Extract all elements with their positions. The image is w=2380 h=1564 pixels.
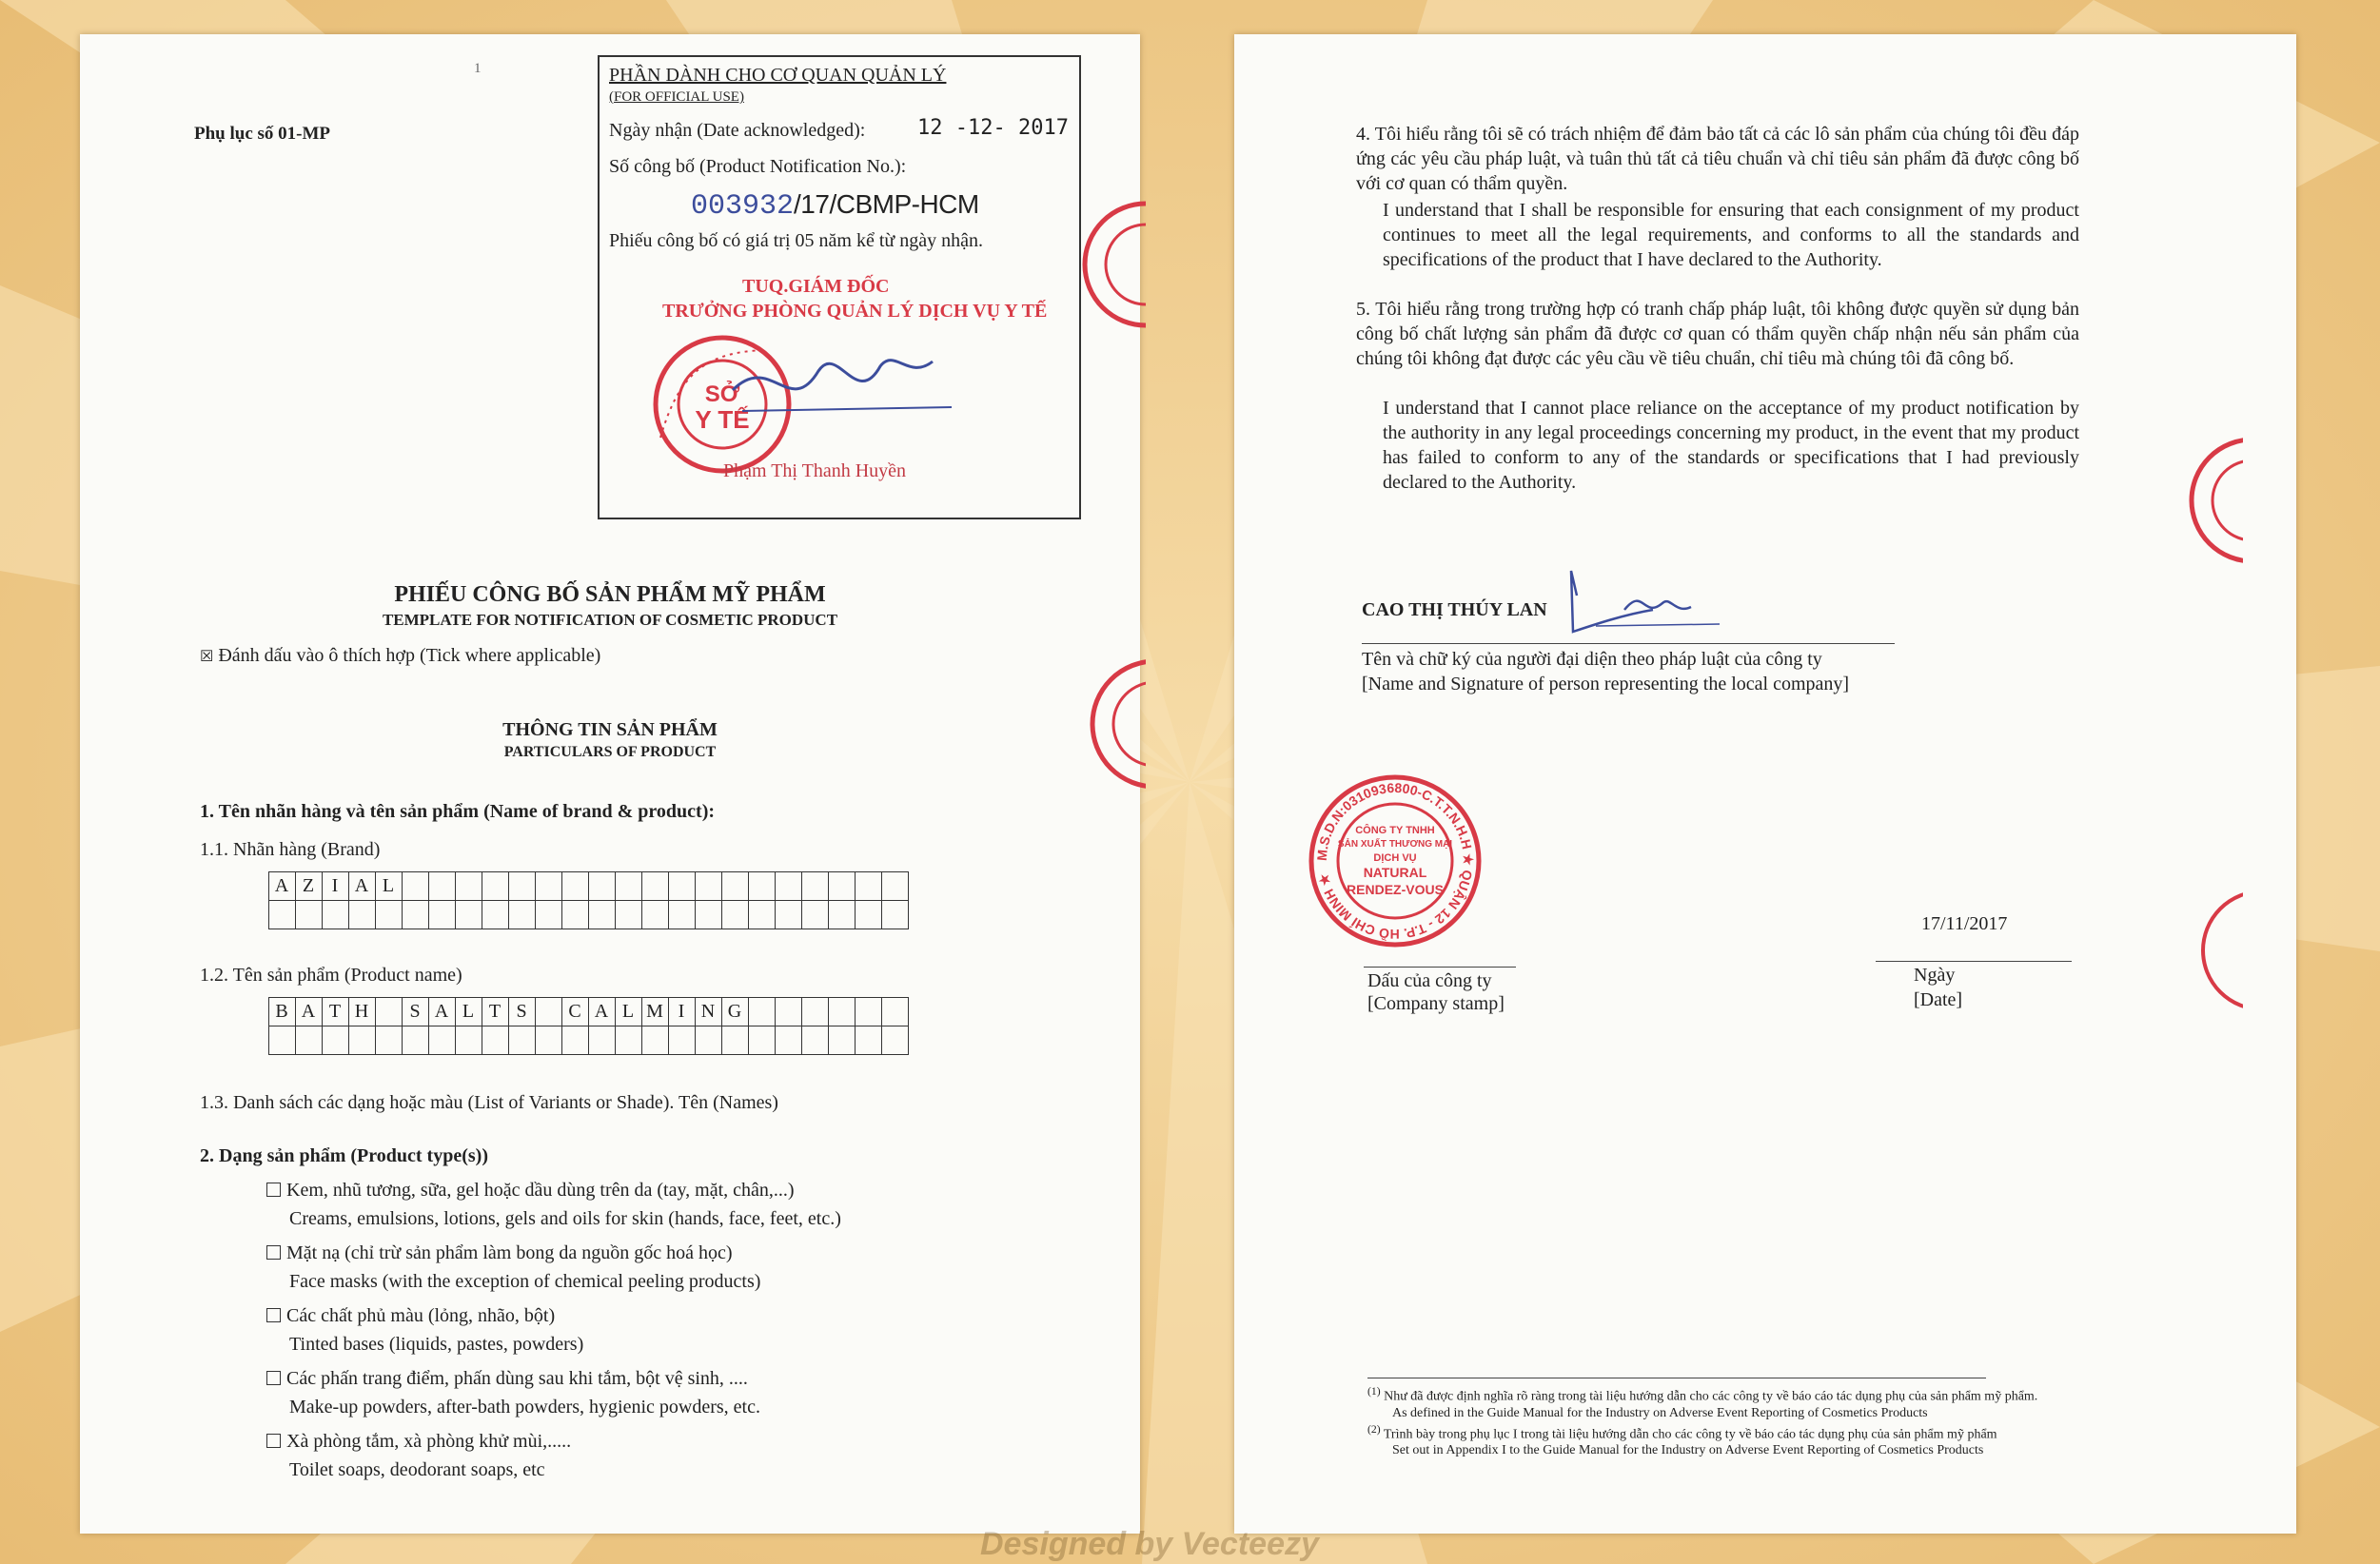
- section-title-en: PARTICULARS OF PRODUCT: [503, 744, 717, 760]
- letter-cell: [376, 901, 403, 929]
- checkbox-icon: [266, 1434, 281, 1448]
- letter-cell: L: [456, 998, 482, 1026]
- footnote-vi: Như đã được định nghĩa rõ ràng trong tài liệu hướng dẫn cho các công ty về báo cáo tác dụng phụ của sản phẩm mỹ phẩm.: [1384, 1389, 2038, 1404]
- letter-cell: [323, 1026, 349, 1055]
- letter-cell: [509, 872, 536, 901]
- official-signature-mark: [714, 333, 961, 428]
- letter-cell: T: [482, 998, 509, 1026]
- partial-seal-edge-top: [1079, 188, 1146, 341]
- footnote-en: Set out in Appendix I to the Guide Manual for the Industry on Adverse Event Reporting of Cosmetics Products: [1392, 1443, 1984, 1458]
- letter-cell: [722, 1026, 749, 1055]
- letter-cell: [776, 872, 802, 901]
- letter-cell: [482, 901, 509, 929]
- letter-cell: [509, 1026, 536, 1055]
- letter-cell: N: [696, 998, 722, 1026]
- signing-date-value: 17/11/2017: [1921, 913, 2008, 934]
- letter-cell: [642, 1026, 669, 1055]
- appendix-label: Phụ lục số 01-MP: [194, 124, 331, 144]
- page-number: 1: [474, 61, 482, 76]
- footnote-mark: (2): [1367, 1422, 1381, 1436]
- notification-number: [691, 188, 979, 223]
- product-type-option: [266, 1180, 841, 1237]
- footnote: [1367, 1421, 2037, 1443]
- date-label-en: [Date]: [1914, 989, 1963, 1010]
- product-type-en: Creams, emulsions, lotions, gels and oils for skin (hands, face, feet, etc.): [289, 1208, 841, 1229]
- letter-cell: S: [403, 998, 429, 1026]
- item-1-3-variants-label: 1.3. Danh sách các dạng hoặc màu (List of Variants or Shade). Tên (Names): [200, 1092, 778, 1113]
- product-type-option: [266, 1368, 841, 1425]
- brand-letter-grid: [268, 871, 909, 929]
- product-type-option: [266, 1431, 841, 1488]
- letter-cell: [562, 872, 589, 901]
- letter-cell: [589, 872, 616, 901]
- letter-cell: [536, 872, 562, 901]
- letter-cell: [829, 998, 856, 1026]
- letter-cell: [749, 1026, 776, 1055]
- letter-cell: [589, 1026, 616, 1055]
- letter-cell: [429, 901, 456, 929]
- letter-cell: [296, 901, 323, 929]
- footnote-en: As defined in the Guide Manual for the Industry on Adverse Event Reporting of Cosmetics Products: [1392, 1405, 1928, 1420]
- letter-cell: [856, 1026, 882, 1055]
- watermark: Designed by Vecteezy: [980, 1526, 1319, 1562]
- letter-cell: M: [642, 998, 669, 1026]
- letter-cell: [642, 872, 669, 901]
- product-type-en: Tinted bases (liquids, pastes, powders): [289, 1334, 584, 1355]
- letter-cell: [696, 1026, 722, 1055]
- date-acknowledged-value: 12 -12- 2017: [917, 116, 1069, 140]
- letter-cell: [536, 901, 562, 929]
- letter-cell: [562, 901, 589, 929]
- clause-4-en: I understand that I shall be responsible for ensuring that each consignment of my product continues to meet all the legal requirements, and conforms to all the standards and specifications of the product that I have declared to the Authority.: [1383, 200, 2079, 270]
- letter-cell: [856, 901, 882, 929]
- item-1-2-product-label: 1.2. Tên sản phẩm (Product name): [200, 965, 462, 986]
- item-1-heading: 1. Tên nhãn hàng và tên sản phẩm (Name of brand & product):: [200, 801, 716, 822]
- letter-cell: [403, 872, 429, 901]
- product-type-vi: Xà phòng tắm, xà phòng khử mùi,.....: [286, 1431, 572, 1452]
- footnotes: [1367, 1383, 2037, 1458]
- item-1-1-brand-label: 1.1. Nhãn hàng (Brand): [200, 839, 381, 860]
- letter-cell: [536, 1026, 562, 1055]
- product-type-vi: Các chất phủ màu (lỏng, nhão, bột): [286, 1305, 556, 1326]
- letter-cell: [323, 901, 349, 929]
- letter-cell: [429, 872, 456, 901]
- letter-cell: G: [722, 998, 749, 1026]
- item-2-heading: 2. Dạng sản phẩm (Product type(s)): [200, 1145, 488, 1166]
- letter-cell: [749, 901, 776, 929]
- letter-cell: H: [349, 998, 376, 1026]
- letter-cell: [696, 901, 722, 929]
- form-title-vi: PHIẾU CÔNG BỐ SẢN PHẨM MỸ PHẨM: [394, 582, 826, 607]
- letter-cell: [429, 1026, 456, 1055]
- letter-cell: C: [562, 998, 589, 1026]
- letter-cell: A: [269, 872, 296, 901]
- checkbox-icon: [266, 1183, 281, 1197]
- letter-cell: [802, 872, 829, 901]
- letter-cell: [776, 1026, 802, 1055]
- product-type-en: Make-up powders, after-bath powders, hygienic powders, etc.: [289, 1397, 760, 1417]
- letter-cell: L: [616, 998, 642, 1026]
- representative-label-vi: Tên và chữ ký của người đại diện theo pháp luật của công ty: [1362, 649, 1822, 670]
- clause-4-vi: 4. Tôi hiểu rằng tôi sẽ có trách nhiệm để đảm bảo tất cả các lô sản phẩm của chúng tôi đều đáp ứng các yêu cầu pháp luật, và tuân thủ tất cả tiêu chuẩn và chỉ tiêu sản phẩm đã được công bố với cơ quan có thẩm quyền.: [1356, 124, 2079, 194]
- partial-seal-right-edge-top: [2186, 424, 2243, 577]
- company-stamp-label-vi: Dấu của công ty: [1367, 970, 1492, 991]
- letter-cell: [669, 901, 696, 929]
- letter-cell: [776, 998, 802, 1026]
- letter-cell: [882, 1026, 909, 1055]
- letter-cell: [509, 901, 536, 929]
- letter-cell: [856, 872, 882, 901]
- letter-cell: I: [669, 998, 696, 1026]
- letter-cell: S: [509, 998, 536, 1026]
- signatory-title-1: TUQ.GIÁM ĐỐC: [742, 276, 890, 297]
- letter-cell: [403, 1026, 429, 1055]
- checkbox-icon: [266, 1308, 281, 1322]
- letter-cell: [749, 998, 776, 1026]
- letter-cell: [802, 1026, 829, 1055]
- official-box-title: PHẦN DÀNH CHO CƠ QUAN QUẢN LÝ: [609, 65, 947, 86]
- notification-number-suffix: /17/CBMP-HCM: [794, 189, 979, 219]
- official-use-box: [598, 55, 1081, 519]
- footnote-mark: (1): [1367, 1385, 1381, 1398]
- letter-cell: Z: [296, 872, 323, 901]
- company-stamp-label-en: [Company stamp]: [1367, 993, 1505, 1014]
- letter-cell: [829, 901, 856, 929]
- company-seal-line-4: NATURAL: [1363, 865, 1427, 880]
- validity-note: Phiếu công bố có giá trị 05 năm kể từ ngày nhận.: [609, 230, 983, 251]
- letter-cell: [642, 901, 669, 929]
- letter-cell: [376, 998, 403, 1026]
- date-line: [1876, 961, 2072, 962]
- product-type-list: [266, 1180, 841, 1494]
- letter-cell: [802, 901, 829, 929]
- letter-cell: [722, 901, 749, 929]
- date-label-vi: Ngày: [1914, 965, 1956, 986]
- letter-cell: A: [429, 998, 456, 1026]
- checkbox-icon: [266, 1371, 281, 1385]
- notification-number-digits: 003932: [691, 190, 795, 223]
- letter-cell: [269, 1026, 296, 1055]
- product-letter-grid: [268, 997, 909, 1055]
- letter-cell: [776, 901, 802, 929]
- letter-cell: [403, 901, 429, 929]
- letter-cell: B: [269, 998, 296, 1026]
- product-type-vi: Mặt nạ (chỉ trừ sản phẩm làm bong da nguồn gốc hoá học): [286, 1242, 733, 1263]
- company-seal: [1305, 771, 1485, 951]
- letter-cell: [349, 1026, 376, 1055]
- product-type-option: [266, 1305, 841, 1362]
- letter-cell: [669, 1026, 696, 1055]
- tick-note-text: Đánh dấu vào ô thích hợp (Tick where applicable): [218, 645, 601, 666]
- representative-signature: [1558, 557, 1729, 634]
- signatory-name: Phạm Thị Thanh Huyền: [723, 460, 907, 481]
- seal-center-line-1: SỞ: [704, 381, 740, 407]
- form-title-en: TEMPLATE FOR NOTIFICATION OF COSMETIC PRODUCT: [382, 611, 838, 629]
- letter-cell: [269, 901, 296, 929]
- letter-cell: [482, 872, 509, 901]
- company-seal-line-5: RENDEZ-VOUS: [1347, 882, 1444, 897]
- letter-cell: [456, 1026, 482, 1055]
- company-seal-ring-text: M.S.D.N:0310936800-C.T.T.N.H.H ★ QUẬN 12 - T.P. HỒ CHÍ MINH ★: [1313, 779, 1477, 943]
- letter-cell: [856, 998, 882, 1026]
- letter-cell: [376, 1026, 403, 1055]
- letter-cell: [349, 901, 376, 929]
- checkbox-icon: [266, 1245, 281, 1260]
- representative-name: CAO THỊ THÚY LAN: [1362, 599, 1547, 620]
- company-stamp-line: [1364, 967, 1516, 968]
- representative-label-en: [Name and Signature of person representing the local company]: [1362, 674, 1850, 694]
- date-acknowledged-label: Ngày nhận (Date acknowledged):: [609, 120, 866, 141]
- company-seal-line-2: SẢN XUẤT THƯƠNG MẠI: [1337, 839, 1453, 850]
- letter-cell: T: [323, 998, 349, 1026]
- product-type-vi: Kem, nhũ tương, sữa, gel hoặc dầu dùng trên da (tay, mặt, chân,...): [286, 1180, 795, 1201]
- notification-number-label: Số công bố (Product Notification No.):: [609, 156, 907, 177]
- letter-cell: [616, 1026, 642, 1055]
- product-type-en: Face masks (with the exception of chemical peeling products): [289, 1271, 761, 1292]
- letter-cell: [722, 872, 749, 901]
- company-seal-line-3: DỊCH VỤ: [1373, 852, 1417, 864]
- ticked-checkbox-icon: ☒: [200, 649, 214, 665]
- letter-cell: [456, 872, 482, 901]
- letter-cell: [616, 872, 642, 901]
- letter-cell: [749, 872, 776, 901]
- company-seal-line-1: CÔNG TY TNHH: [1355, 825, 1435, 836]
- seal-center-line-2: Y TẾ: [695, 405, 750, 434]
- letter-cell: [562, 1026, 589, 1055]
- letter-cell: [669, 872, 696, 901]
- letter-cell: [882, 901, 909, 929]
- letter-cell: [296, 1026, 323, 1055]
- product-type-en: Toilet soaps, deodorant soaps, etc: [289, 1459, 545, 1480]
- section-title-vi: THÔNG TIN SẢN PHẨM: [502, 719, 718, 740]
- product-type-option: [266, 1242, 841, 1300]
- partial-seal-right-edge-bottom: [2195, 879, 2243, 1022]
- letter-cell: [829, 872, 856, 901]
- letter-cell: [482, 1026, 509, 1055]
- letter-cell: [456, 901, 482, 929]
- footnote: [1367, 1383, 2037, 1405]
- letter-cell: [802, 998, 829, 1026]
- letter-cell: [589, 901, 616, 929]
- letter-cell: A: [296, 998, 323, 1026]
- right-document-page: [1234, 34, 2296, 1534]
- letter-cell: A: [349, 872, 376, 901]
- letter-cell: [882, 998, 909, 1026]
- letter-cell: [536, 998, 562, 1026]
- letter-cell: A: [589, 998, 616, 1026]
- letter-cell: [829, 1026, 856, 1055]
- footnote-vi: Trình bày trong phụ lục I trong tài liệu hướng dẫn cho các công ty về báo cáo tác dụng phụ của sản phẩm mỹ phẩm: [1383, 1427, 1997, 1442]
- official-box-subtitle: (FOR OFFICIAL USE): [609, 89, 744, 105]
- letter-cell: [882, 872, 909, 901]
- letter-cell: L: [376, 872, 403, 901]
- tick-note: [200, 645, 600, 667]
- letter-cell: I: [323, 872, 349, 901]
- signatory-title-2: TRƯỞNG PHÒNG QUẢN LÝ DỊCH VỤ Y TẾ: [662, 301, 1048, 322]
- letter-cell: [696, 872, 722, 901]
- clause-5-vi: 5. Tôi hiểu rằng trong trường hợp có tranh chấp pháp luật, tôi không được quyền sử dụng bản công bố chất lượng sản phẩm đã được cơ quan có thẩm quyền chấp nhận nếu sản phẩm của chúng tôi không đạt được các yêu cầu về tiêu chuẩn, chỉ tiêu mà chúng tôi đã công bố.: [1356, 299, 2079, 369]
- signature-line: [1362, 643, 1895, 644]
- clause-5-en: I understand that I cannot place reliance on the acceptance of my product notification by the authority in any legal proceedings concerning my product, in the event that my product has failed to conform to any of the standards or specifications that I had previously declared to the Authority.: [1383, 398, 2079, 493]
- letter-cell: [616, 901, 642, 929]
- left-document-page: [80, 34, 1140, 1534]
- product-type-vi: Các phấn trang điểm, phấn dùng sau khi tắm, bột vệ sinh, ....: [286, 1368, 748, 1389]
